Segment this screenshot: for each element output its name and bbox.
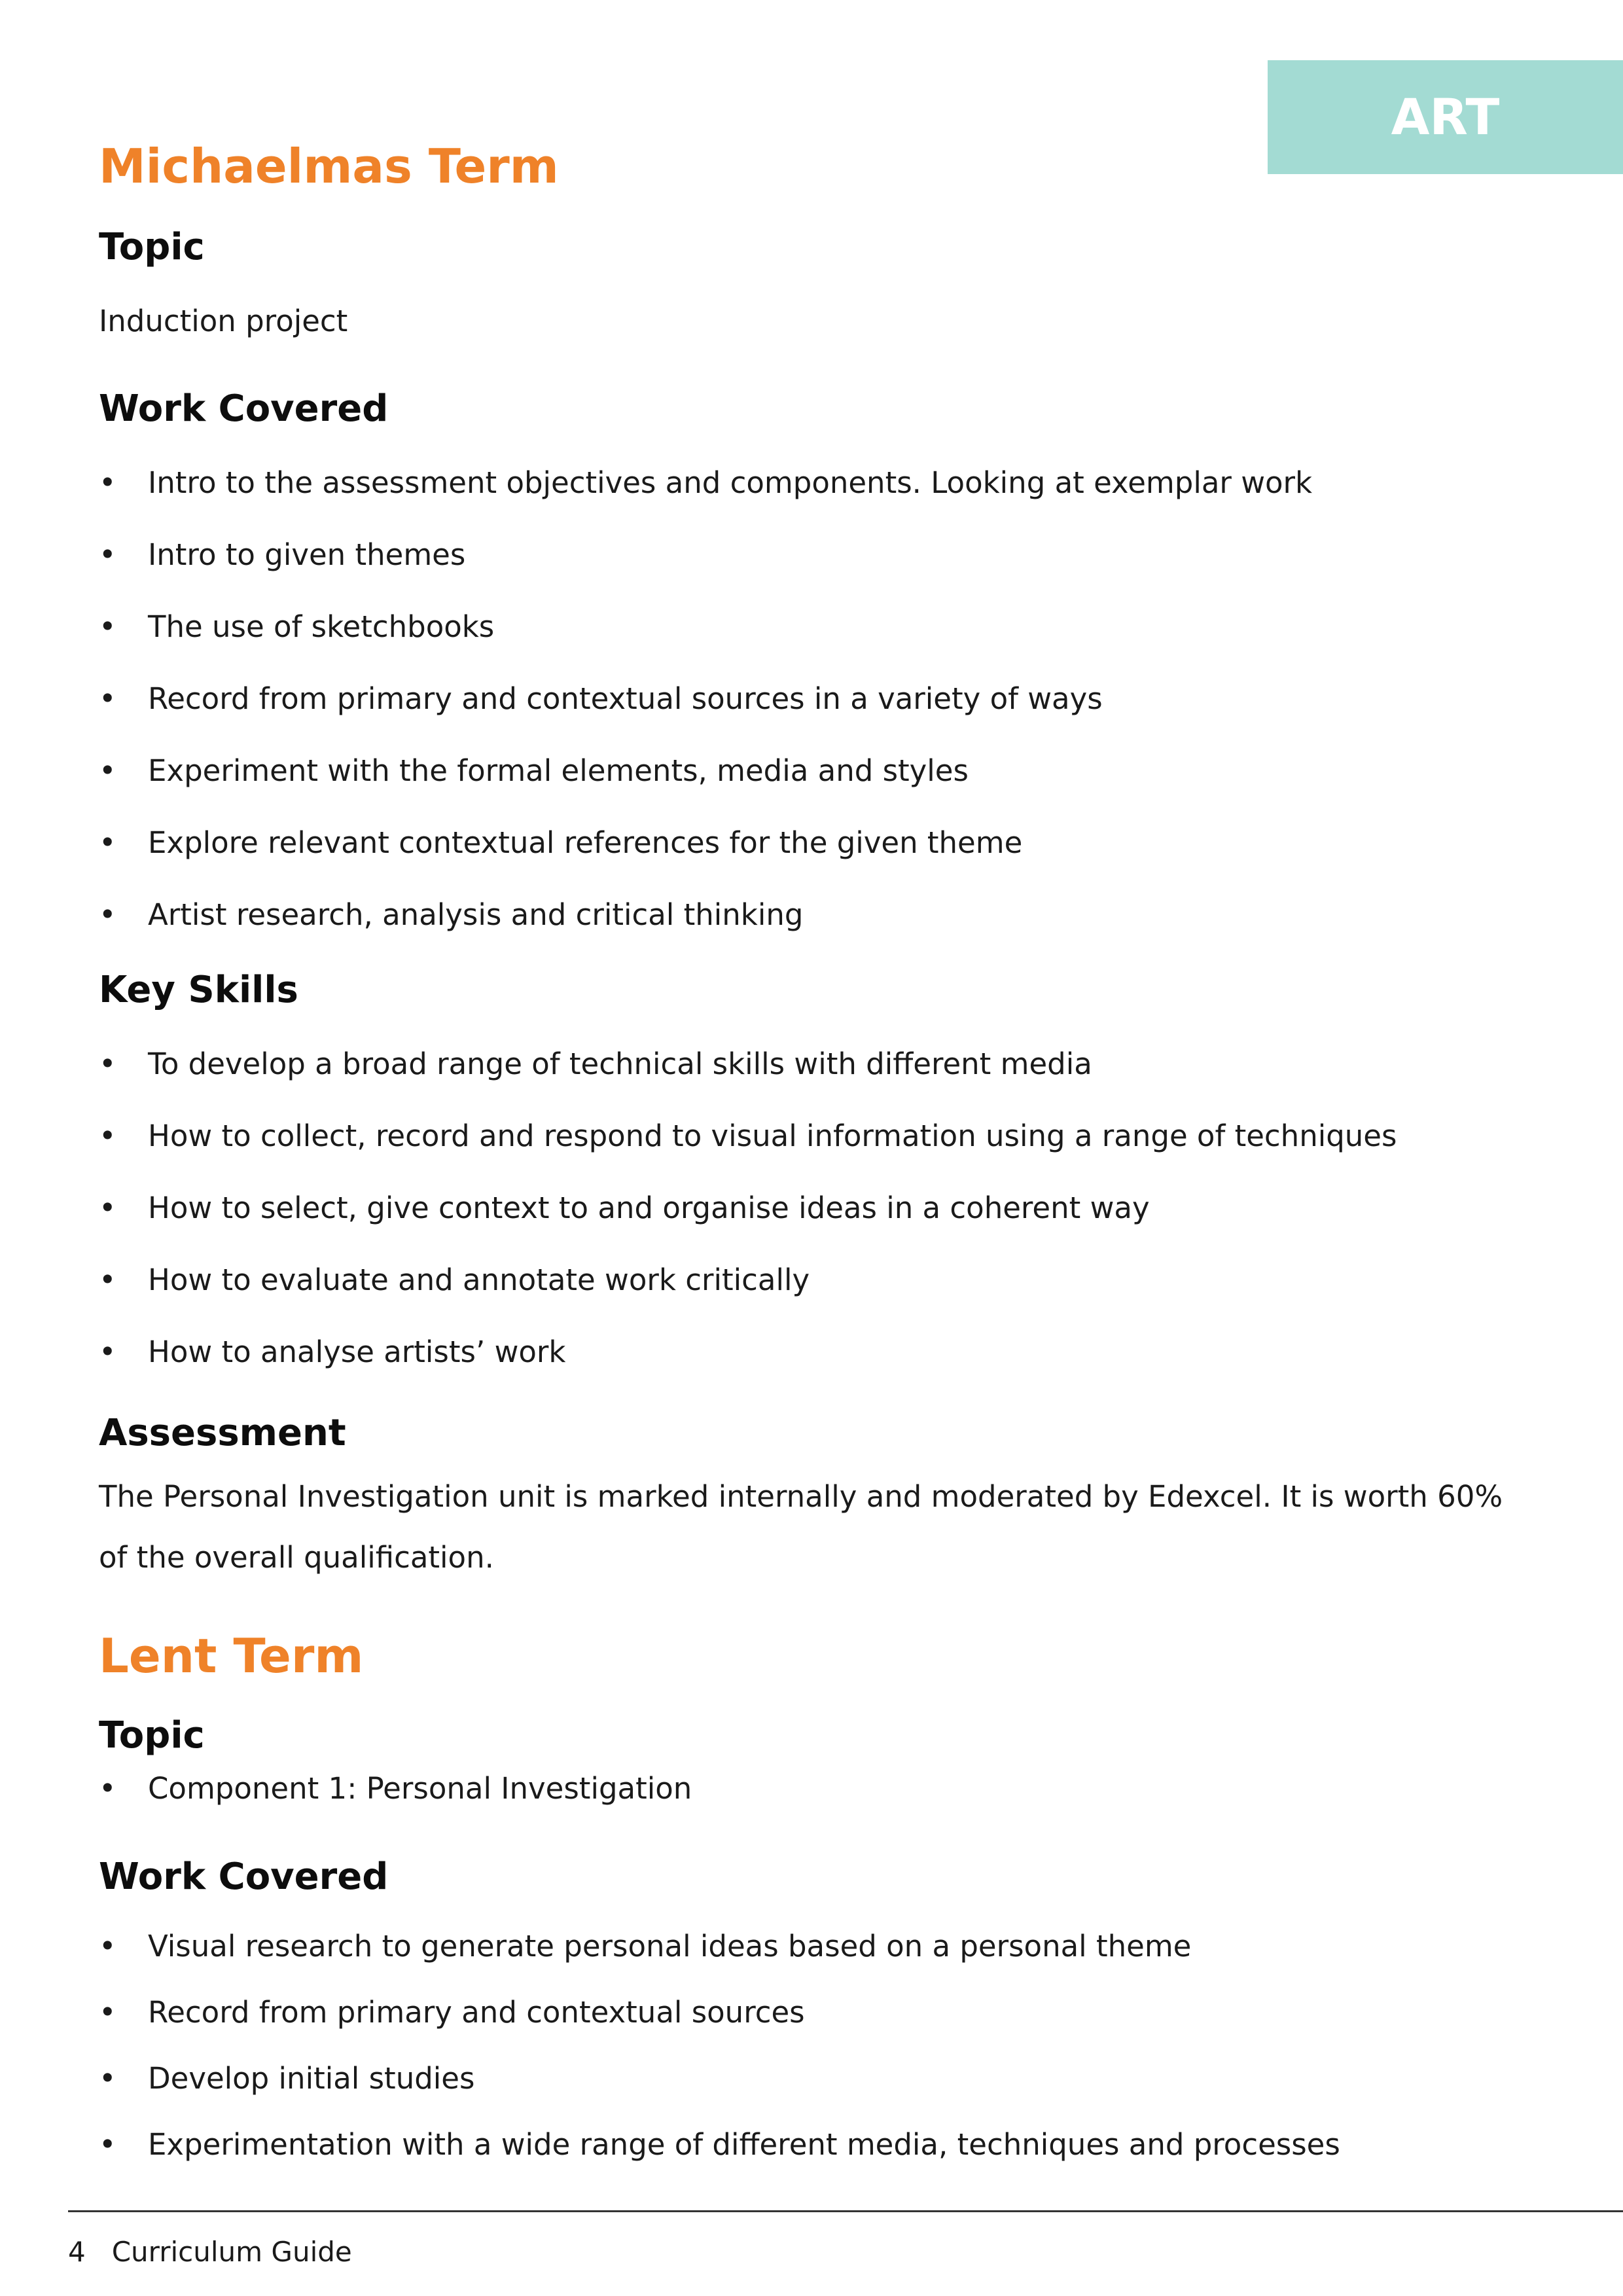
lent-work-heading: Work Covered (99, 1856, 389, 1898)
bullet-icon: • (99, 1995, 116, 2030)
bullet-icon: • (99, 1263, 116, 1297)
bullet-icon: • (99, 681, 116, 716)
bullet-icon: • (99, 753, 116, 788)
michaelmas-assessment-text: The Personal Investigation unit is marked internally and moderated by Edexcel. It is worth 60% of the overall qualification. (99, 1479, 1503, 1575)
bullet-icon: • (99, 1047, 116, 1081)
bullet-icon: • (99, 1335, 116, 1369)
michaelmas-work-heading: Work Covered (99, 387, 389, 430)
michaelmas-term-title: Michaelmas Term (99, 139, 559, 194)
bullet-icon: • (99, 1771, 116, 1806)
bullet-icon: • (99, 2061, 116, 2096)
bullet-icon: • (99, 609, 116, 644)
lent-term-title: Lent Term (99, 1628, 364, 1683)
bullet-icon: • (99, 897, 116, 932)
lent-topic-heading: Topic (99, 1714, 205, 1757)
michaelmas-assessment-heading: Assessment (99, 1412, 346, 1454)
michaelmas-topic-heading: Topic (99, 226, 205, 268)
footer-title: Curriculum Guide (111, 2236, 352, 2268)
footer-divider (68, 2210, 1623, 2212)
michaelmas-skills-heading: Key Skills (99, 969, 298, 1011)
bullet-icon: • (99, 1191, 116, 1225)
michaelmas-topic-text: Induction project (99, 304, 348, 338)
bullet-icon: • (99, 2127, 116, 2162)
subject-badge: ART (1268, 60, 1623, 174)
page-number: 4 (68, 2236, 86, 2268)
bullet-icon: • (99, 537, 116, 572)
bullet-icon: • (99, 825, 116, 860)
bullet-icon: • (99, 1929, 116, 1964)
bullet-icon: • (99, 465, 116, 500)
bullet-icon: • (99, 1119, 116, 1153)
footer (68, 2238, 352, 2266)
